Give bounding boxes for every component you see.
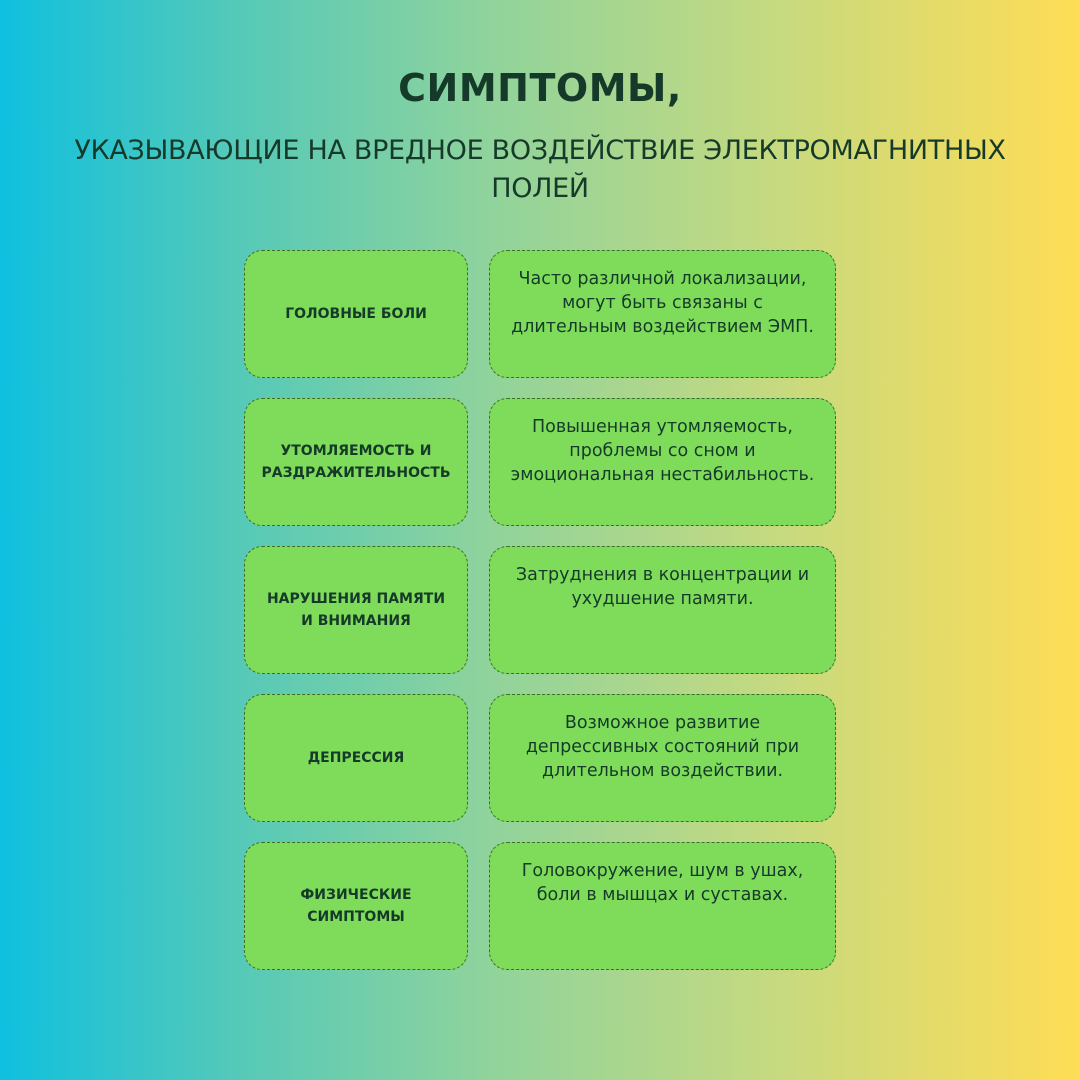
symptom-name: УТОМЛЯЕМОСТЬ И РАЗДРАЖИТЕЛЬНОСТЬ (244, 398, 468, 526)
symptom-row (244, 398, 836, 526)
symptom-description: Часто различной локализации, могут быть связаны с длительным воздействием ЭМП. (489, 250, 836, 378)
page-title: СИМПТОМЫ, (398, 66, 682, 110)
symptom-description: Головокружение, шум в ушах, боли в мышцах и суставах. (489, 842, 836, 970)
symptom-name: ДЕПРЕССИЯ (244, 694, 468, 822)
symptom-description: Затруднения в концентрации и ухудшение памяти. (489, 546, 836, 674)
symptom-row (244, 842, 836, 970)
symptom-row (244, 694, 836, 822)
symptom-row (244, 250, 836, 378)
symptom-description: Повышенная утомляемость, проблемы со сном и эмоциональная нестабильность. (489, 398, 836, 526)
symptom-row (244, 546, 836, 674)
page-subtitle: УКАЗЫВАЮЩИЕ НА ВРЕДНОЕ ВОЗДЕЙСТВИЕ ЭЛЕКТРОМАГНИТНЫХ ПОЛЕЙ (74, 135, 1006, 204)
symptom-name: ФИЗИЧЕСКИЕ СИМПТОМЫ (244, 842, 468, 970)
symptom-description: Возможное развитие депрессивных состояний при длительном воздействии. (489, 694, 836, 822)
symptom-name: НАРУШЕНИЯ ПАМЯТИ И ВНИМАНИЯ (244, 546, 468, 674)
symptoms-table (244, 250, 836, 970)
symptom-name: ГОЛОВНЫЕ БОЛИ (244, 250, 468, 378)
